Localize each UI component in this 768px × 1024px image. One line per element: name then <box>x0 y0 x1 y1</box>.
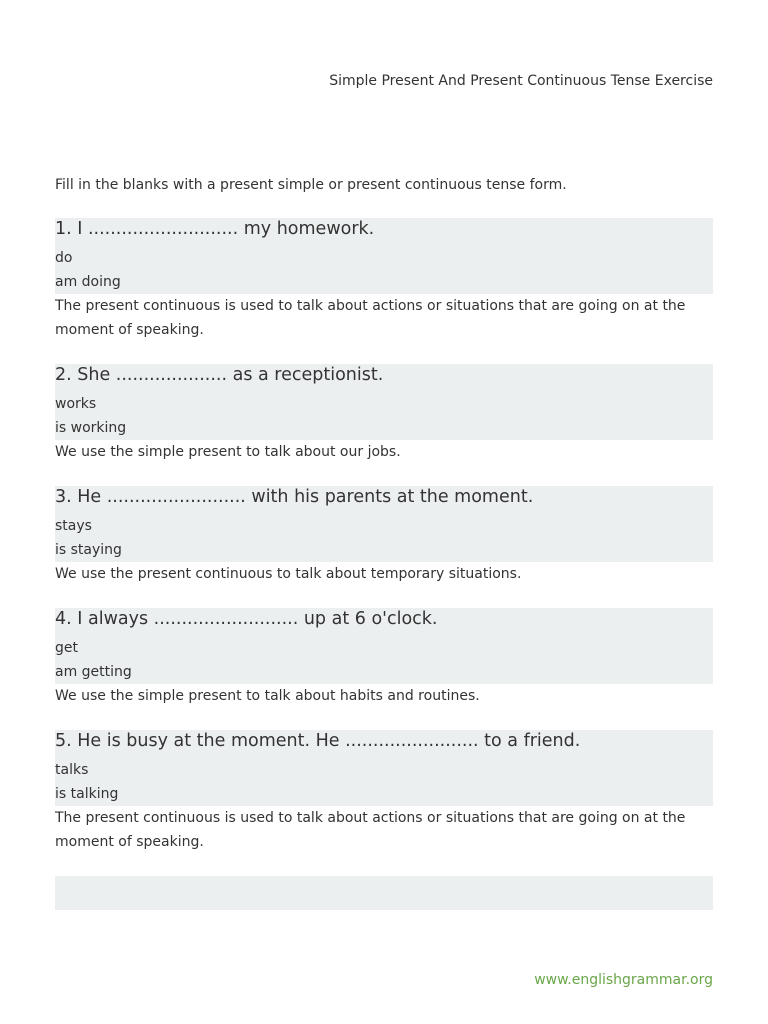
question-text: 4. I always .......................... up at 6 o'clock. <box>55 609 438 629</box>
option-a[interactable]: works <box>55 396 97 412</box>
exercise-content <box>55 174 713 910</box>
question-text: 5. He is busy at the moment. He ........................ to a friend. <box>55 731 581 751</box>
option-a[interactable]: talks <box>55 762 89 778</box>
explanation: We use the simple present to talk about habits and routines. <box>55 688 480 704</box>
explanation: We use the present continuous to talk about temporary situations. <box>55 566 522 582</box>
question-3 <box>55 486 713 586</box>
question-1 <box>55 218 713 342</box>
explanation: The present continuous is used to talk about actions or situations that are going on at the moment of speaking. <box>55 810 686 850</box>
option-b[interactable]: is working <box>55 420 127 436</box>
question-text: 3. He ......................... with his parents at the moment. <box>55 487 534 507</box>
question-5 <box>55 730 713 854</box>
option-b[interactable]: am getting <box>55 664 132 680</box>
page-title: Simple Present And Present Continuous Tense Exercise <box>329 73 713 89</box>
question-box <box>55 218 713 294</box>
option-b[interactable]: is talking <box>55 786 119 802</box>
option-a[interactable]: get <box>55 640 78 656</box>
question-box <box>55 730 713 806</box>
option-a[interactable]: do <box>55 250 73 266</box>
explanation: We use the simple present to talk about our jobs. <box>55 444 401 460</box>
question-2 <box>55 364 713 464</box>
site-link[interactable]: www.englishgrammar.org <box>534 972 713 988</box>
empty-answer-box <box>55 876 713 910</box>
question-box <box>55 608 713 684</box>
explanation: The present continuous is used to talk about actions or situations that are going on at the moment of speaking. <box>55 298 686 338</box>
option-a[interactable]: stays <box>55 518 92 534</box>
question-4 <box>55 608 713 708</box>
option-b[interactable]: am doing <box>55 274 121 290</box>
question-box <box>55 486 713 562</box>
question-text: 1. I ........................... my homework. <box>55 219 375 239</box>
option-b[interactable]: is staying <box>55 542 122 558</box>
question-text: 2. She .................... as a receptionist. <box>55 365 384 385</box>
question-box <box>55 364 713 440</box>
instructions: Fill in the blanks with a present simple or present continuous tense form. <box>55 177 567 193</box>
